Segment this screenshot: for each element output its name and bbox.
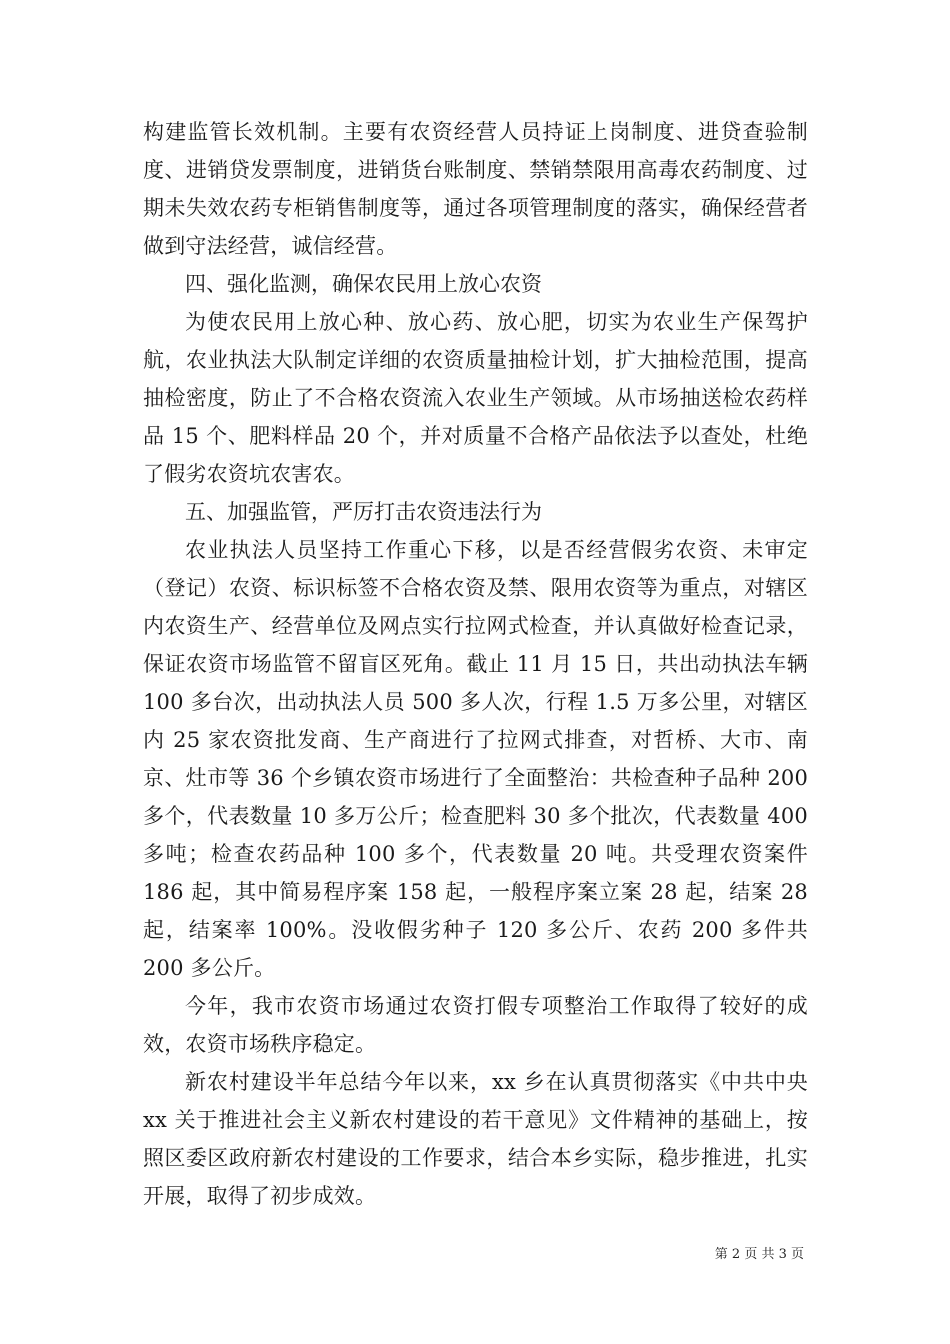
paragraph-new-rural-construction: 新农村建设半年总结今年以来，xx 乡在认真贯彻落实《中共中央 xx 关于推进社会主义新农村建设的若干意见》文件精神的基础上，按照区委区政府新农村建设的工作要求，结合本乡实际，稳步推进，扎实开展，取得了初步成效。: [143, 1070, 808, 1208]
paragraph-supervision: 农业执法人员坚持工作重心下移，以是否经营假劣农资、未审定（登记）农资、标识标签不合格农资及禁、限用农资等为重点，对辖区内农资生产、经营单位及网点实行拉网式检查，并认真做好检查记录，保证农资市场监管不留盲区死角。截止 11 月 15 日，共出动执法车辆 100 多台次，出动执法人员 500 多人次，行程 1.5 万多公里，对辖区内 25 家农资批发商、生产商进行了拉网式排查，对哲桥、大市、南京、灶市等 36 个乡镇农资市场进行了全面整治：共检查种子品种 200 多个，代表数量 10 多万公斤；检查肥料 30 多个批次，代表数量 400 多吨；检查农药品种 100 多个，代表数量 20 吨。共受理农资案件 186 起，其中简易程序案 158 起，一般程序案立案 28 起，结案 28 起，结案率 100%。没收假劣种子 120 多公斤、农药 200 多件共 200 多公斤。: [143, 538, 808, 980]
page-number: 第 2 页 共 3 页: [714, 1247, 804, 1262]
paragraph-conclusion: 今年，我市农资市场通过农资打假专项整治工作取得了较好的成效，农资市场秩序稳定。: [143, 994, 808, 1056]
paragraph-monitoring: 为使农民用上放心种、放心药、放心肥，切实为农业生产保驾护航，农业执法大队制定详细的农资质量抽检计划，扩大抽检范围，提高抽检密度，防止了不合格农资流入农业生产领域。从市场抽送检农药样品 15 个、肥料样品 20 个，并对质量不合格产品依法予以查处，杜绝了假劣农资坑农害农。: [143, 310, 808, 486]
document-body: [143, 113, 808, 1215]
section-heading-monitoring: 四、强化监测，确保农民用上放心农资: [185, 272, 542, 296]
paragraph-management-system: 构建监管长效机制。主要有农资经营人员持证上岗制度、进贷查验制度、进销贷发票制度，进销货台账制度、禁销禁限用高毒农药制度、过期未失效农药专柜销售制度等，通过各项管理制度的落实，确保经营者做到守法经营，诚信经营。: [143, 120, 808, 258]
section-heading-supervision: 五、加强监管，严厉打击农资违法行为: [185, 500, 542, 524]
